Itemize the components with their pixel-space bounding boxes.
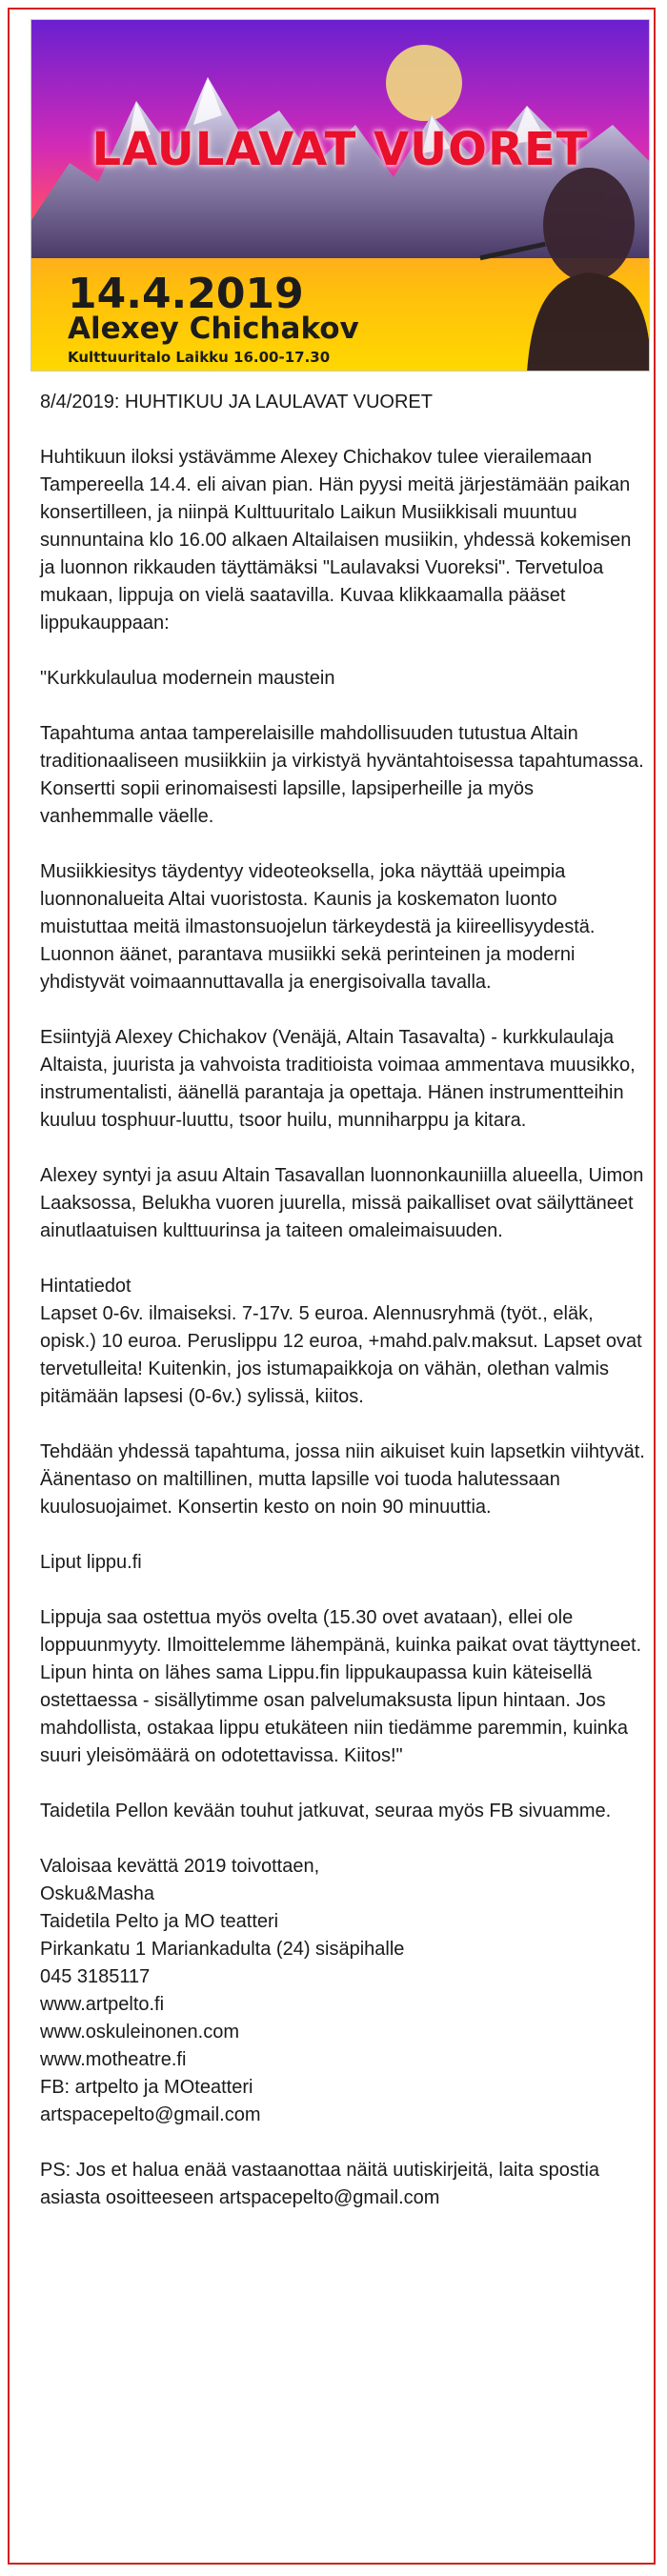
poster-title: LAULAVAT VUORET [91, 123, 589, 176]
paragraph-intro: Huhtikuun iloksi ystävämme Alexey Chichakov tulee vierailemaan Tampereella 14.4. eli aivan pian. Hän pyysi meitä järjestämään paikan konsertilleen, ja niinpä Kulttuuritalo Laikun Musiikkisali muuntuu sunnuntaina klo 16.00 alkaen Altailaisen musiikin, yhdessä kokemisen ja luonnon rikkauden täyttämäksi "Laulavaksi Vuoreksi". Tervetuloa mukaan, lippuja on vielä saatavilla. Kuvaa klikkaamalla pääset lippukauppaan: [40, 447, 632, 634]
concert-poster-image[interactable] [30, 19, 650, 372]
tickets-link[interactable]: Liput lippu.fi [40, 1552, 142, 1573]
newsletter-frame [8, 8, 656, 2565]
paragraph-background: Alexey syntyi ja asuu Altain Tasavallan luonnonkauniilla alueella, Uimon Laaksossa, Belukha vuoren juurella, missä paikalliset ovat säilyttäneet ainutlaatuisen kulttuurinsa ja taiteen omaleimaisuuden. [40, 1165, 644, 1241]
paragraph-prices: Hintatiedot Lapset 0-6v. ilmaiseksi. 7-17v. 5 euroa. Alennusryhmä (työt., eläk, opisk.) 10 euroa. Peruslippu 12 euroa, +mahd.palv.maksut. Lapset ovat tervetulleita! Kuitenkin, jos istumapaikkoja on vähän, olethan valmis pitämään lapsesi (0-6v.) sylissä, kiitos. [40, 1276, 642, 1407]
unsubscribe-note: PS: Jos et halua enää vastaanottaa näitä uutiskirjeitä, laita spostia asiasta osoitteeseen artspacepelto@gmail.com [40, 2160, 600, 2208]
paragraph-together: Tehdään yhdessä tapahtuma, jossa niin aikuiset kuin lapsetkin viihtyvät. Äänentaso on maltillinen, mutta lapsille voi tuoda halutessaan kuulosuojaimet. Konsertin kesto on noin 90 minuuttia. [40, 1441, 645, 1518]
article-body [40, 389, 646, 2240]
paragraph-performer: Esiintyjä Alexey Chichakov (Venäjä, Altain Tasavalta) - kurkkulaulaja Altaista, juurista ja vahvoista traditioista voimaa ammentava muusikko, instrumentalisti, äänellä parantaja ja opettaja. Hänen instrumentteihin kuuluu tosphuur-luuttu, tsoor huilu, munniharppu ja kitara. [40, 1027, 636, 1131]
paragraph-door-sales: Lippuja saa ostettua myös ovelta (15.30 ovet avataan), ellei ole loppuunmyyty. Ilmoittelemme lähempänä, kuinka paikat ovat täyttyneet. Lipun hinta on lähes sama Lippu.fin lippukaupassa kuin käteisellä ostettaessa - sisällytimme osan palvelumaksusta lipun hintaan. Jos mahdollista, ostakaa lippu etukäteen niin tiedämme paremmin, kuinka suuri yleisömäärä on odotettavissa. Kiitos!" [40, 1607, 642, 1766]
paragraph-subtitle: "Kurkkulaulua modernein maustein [40, 668, 335, 689]
paragraph-event: Tapahtuma antaa tamperelaisille mahdollisuuden tutustua Altain traditionaaliseen musiikkiin ja virkistyä hyväntahtoisessa tapahtumassa. Konsertti sopii erinomaisesti lapsille, lapsiperheille ja myös vanhemmalle väelle. [40, 723, 644, 827]
paragraph-video: Musiikkiesitys täydentyy videoteoksella, joka näyttää upeimpia luonnonalueita Altai vuoristosta. Kaunis ja koskematon luonto muistuttaa meitä ilmastonsuojelun tärkeydestä ja kiireellisyydestä. Luonnon äänet, parantava musiikki sekä perinteinen ja moderni yhdistyvät voimaannuttavalla ja energisoivalla tavalla. [40, 861, 596, 993]
poster-performer: Alexey Chichakov [68, 312, 359, 346]
paragraph-fb: Taidetila Pellon kevään touhut jatkuvat, seuraa myös FB sivuamme. [40, 1801, 612, 1821]
poster-venue-time: Kulttuuritalo Laikku 16.00-17.30 [68, 349, 331, 366]
signature-contacts: Valoisaa kevättä 2019 toivottaen, Osku&Masha Taidetila Pelto ja MO teatteri Pirkankatu 1 Mariankadulta (24) sisäpihalle 045 3185117 www.artpelto.fi www.oskuleinonen.com www.motheatre.fi FB: artpelto ja MOteatteri artspacepelto@gmail.com [40, 1856, 405, 2125]
article-heading: 8/4/2019: HUHTIKUU JA LAULAVAT VUORET [40, 392, 433, 413]
poster-date: 14.4.2019 [68, 270, 304, 318]
